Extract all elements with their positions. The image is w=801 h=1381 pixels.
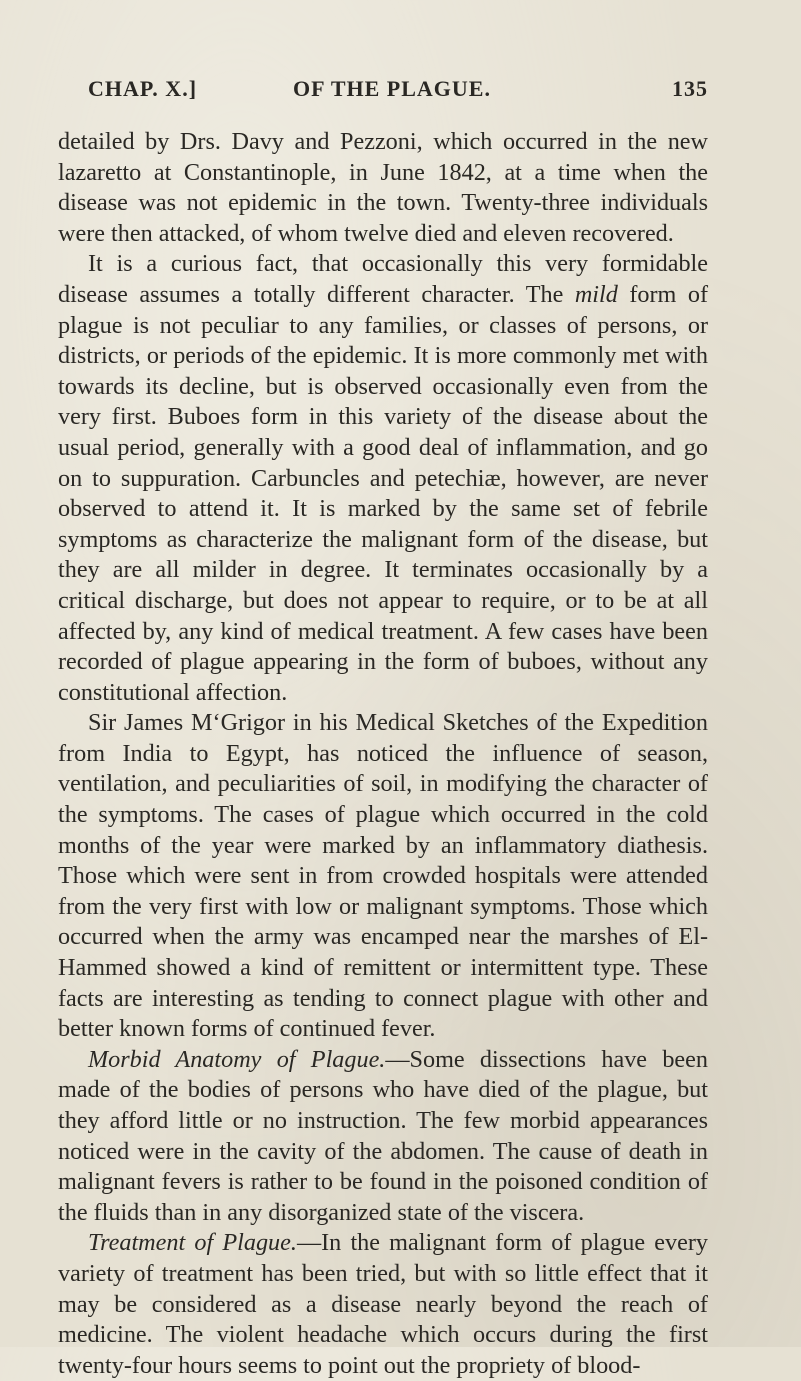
paragraph [58,1045,708,1229]
text-run: detailed by Drs. Davy and Pezzoni, which occurred in the new lazaretto at Constantinople, in June 1842, at a time when the disease was not epidemic in the town. Twenty-three individuals were then attacked, of whom twelve died and eleven recovered. [58,128,708,247]
paragraph [58,127,708,249]
page-number: 135 [672,76,708,101]
italic-text: Morbid Anatomy of Plague. [88,1045,386,1073]
paragraph [58,708,708,1045]
running-title: OF THE PLAGUE. [293,76,491,101]
text-run: form of plague is not peculiar to any families, or classes of persons, or districts, or periods of the epidemic. It is more commonly met with towards its decline, but is observed occasionally even from the very first. Buboes form in this variety of the disease about the usual period, generally with a good deal of inflammation, and go on to suppuration. Carbuncles and petechiæ, however, are never observed to attend it. It is marked by the same set of febrile symptoms as characterize the malignant form of the disease, but they are all milder in degree. It terminates occasionally by a critical discharge, but does not appear to require, or to be at all affected by, any kind of medical treatment. A few cases have been recorded of plague appearing in the form of buboes, without any constitutional affection. [58,280,708,706]
chapter-label: CHAP. X.] [88,76,198,101]
text-run: It is a curious fact, that occasionally this very formidable disease assumes a totally different character. The [58,250,708,308]
paragraph [58,1228,708,1381]
italic-text: Treatment of Plague. [88,1229,297,1257]
text-run: Sir James M‘Grigor in his Medical Sketches of the Expedition from India to Egypt, has noticed the influence of season, ventilation, and peculiarities of soil, in modifying the character of the symptoms. The cases of plague which occurred in the cold months of the year were marked by an inflammatory diathesis. Those which were sent in from crowded hospitals were attended from the very first with low or malignant symptoms. Those which occurred when the army was encamped near the marshes of El-Hammed showed a kind of remittent or intermittent type. These facts are interesting as tending to connect plague with other and better known forms of continued fever. [58,709,708,1043]
running-header [88,76,708,110]
text-run: —Some dissections have been made of the bodies of persons who have died of the plague, but they afford little or no instruction. The few morbid appearances noticed were in the cavity of the abdomen. The cause of death in malignant fevers is rather to be found in the poisoned condition of the fluids than in any disorganized state of the viscera. [58,1045,708,1226]
text-run: —In the malignant form of plague every variety of treatment has been tried, but with so little effect that it may be considered as a disease nearly beyond the reach of medicine. The violent headache which occurs during the first twenty-four hours seems to point out the propriety of blood- [58,1229,708,1379]
paragraph [58,249,708,708]
body-text [58,127,708,1381]
italic-text: mild [574,280,618,308]
